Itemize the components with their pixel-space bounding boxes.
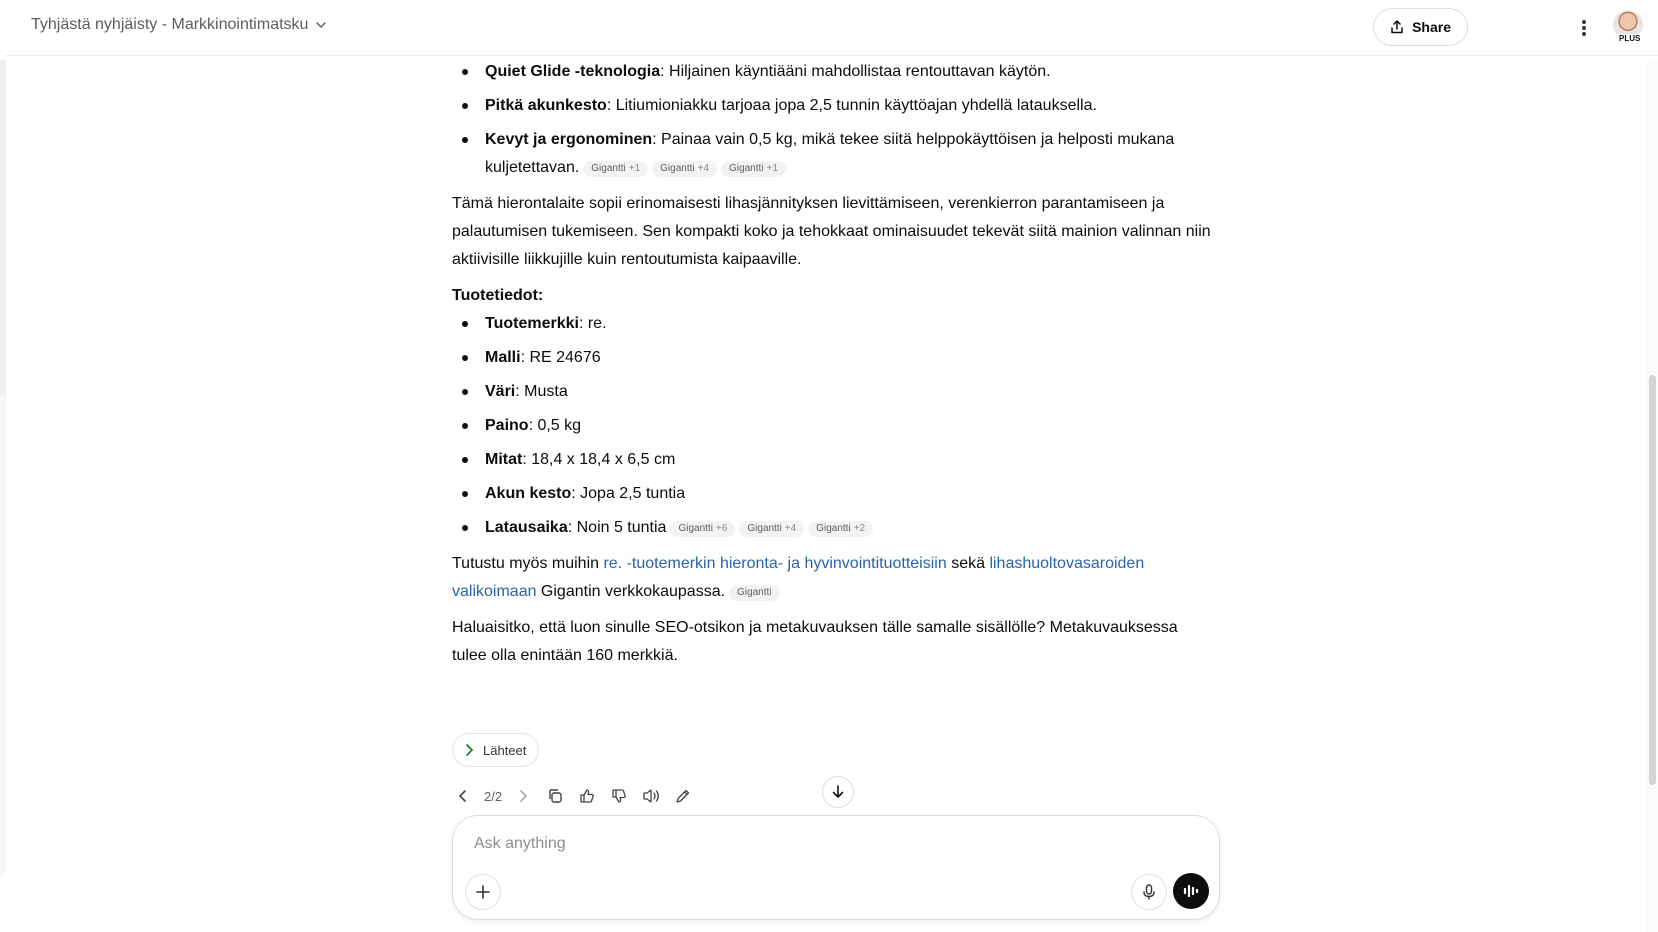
speaker-icon [642,788,660,804]
scroll-to-bottom-button[interactable] [822,776,854,808]
detail-value: : Jopa 2,5 tuntia [571,485,686,502]
detail-name: Väri [485,383,516,400]
list-item [452,480,1212,508]
chevron-right-icon [517,789,529,803]
thumbs-up-icon [579,788,595,804]
brand-products-link[interactable]: re. -tuotemerkin hieronta- ja hyvinvointituotteisiin [603,555,947,572]
arrow-down-icon [831,784,845,800]
details-list [452,310,1212,542]
next-response-button[interactable] [512,785,534,807]
plus-icon [476,885,490,899]
details-heading: Tuotetiedot: [452,287,544,304]
feature-name: Quiet Glide -teknologia [485,63,661,80]
voice-mode-button[interactable] [1173,873,1209,909]
citation-chip[interactable] [721,161,786,177]
citation-label: Gigantti [591,163,626,174]
citation-label: Gigantti [660,163,695,174]
citation-chip[interactable] [652,161,717,177]
more-options-button[interactable] [1572,14,1596,42]
edit-button[interactable] [672,785,694,807]
previous-response-button[interactable] [452,785,474,807]
detail-value: : Musta [515,383,568,400]
sidebar-rail [0,60,6,395]
edit-icon [675,788,691,804]
citation-count: +2 [853,523,866,534]
citation-label: Gigantti [816,523,851,534]
conversation-title: Tyhjästä nyhjäisty - Markkinointimatsku [31,16,309,33]
scrollbar[interactable] [1646,60,1658,932]
sources-button[interactable] [452,733,539,767]
sidebar-rail-lower [0,395,6,875]
dictate-button[interactable] [1131,874,1167,910]
citation-count: +1 [628,163,641,174]
list-item [452,514,1212,542]
prompt-input[interactable] [472,829,1176,859]
detail-name: Paino [485,417,529,434]
feature-text: : Litiumioniakku tarjoaa jopa 2,5 tunnin käyttöajan yhdellä latauksella. [606,97,1097,114]
mic-icon [1142,884,1156,900]
conversation-title-menu[interactable] [31,16,328,34]
list-item [452,126,1212,182]
detail-value: : RE 24676 [520,349,601,366]
description-paragraph: Tämä hierontalaite sopii erinomaisesti lihasjännityksen lievittämiseen, verenkierron parantamiseen ja palautumisen tukemiseen. Sen kompakti koko ja tehokkaat ominaisuudet tekevät siitä mainion valinnan niin aktiivisille liikkujille kuin rentoutumista kaipaaville. [452,195,1211,268]
citation-count: +1 [766,163,778,174]
thumbs-up-button[interactable] [576,785,598,807]
detail-value: : 18,4 x 18,4 x 6,5 cm [522,451,676,468]
detail-value: : re. [578,315,607,332]
explore-prefix: Tutustu myös muihin [452,555,604,572]
top-bar [6,0,1658,56]
share-icon [1390,20,1404,34]
message-actions [452,784,694,808]
sources-label: Lähteet [483,742,527,758]
explore-paragraph [452,550,1212,606]
explore-middle: sekä [946,555,990,572]
detail-name: Malli [485,349,521,366]
feature-text: : Painaa vain 0,5 kg, mikä tekee siitä helppokäyttöisen ja helposti mukana kuljetettavan. [485,131,1175,176]
share-button[interactable] [1373,8,1468,46]
massage-guns-link[interactable]: lihashuoltovasaroiden valikoimaan [452,555,1145,600]
chevron-right-icon [463,743,475,757]
user-avatar-button[interactable] [1610,10,1646,46]
list-item [452,310,1212,338]
assistant-message [452,58,1212,670]
response-pager: 2/2 [484,788,503,804]
detail-name: Tuotemerkki [485,315,579,332]
thumbs-down-icon [611,788,627,804]
copy-icon [547,788,563,804]
voice-mode-icon [1182,883,1200,899]
detail-value: : 0,5 kg [528,417,582,434]
citation-chip[interactable] [670,521,735,537]
feature-name: Pitkä akunkesto [485,97,607,114]
composer [452,815,1220,920]
feature-list [452,58,1212,182]
citation-count: +4 [697,163,710,174]
detail-name: Latausaika [485,519,568,536]
list-item [452,58,1212,86]
chevron-left-icon [457,789,469,803]
attach-button[interactable] [465,874,501,910]
list-item [452,378,1212,406]
feature-name: Kevyt ja ergonominen [485,131,653,148]
scrollbar-thumb[interactable] [1649,375,1656,785]
share-label: Share [1412,19,1451,35]
citation-count: +6 [715,523,728,534]
citation-chip[interactable] [583,161,648,177]
citation-chip[interactable] [808,521,873,537]
feature-text: : Hiljainen käyntiääni mahdollistaa rentouttavan käytön. [660,63,1051,80]
citation-label: Gigantti [747,523,782,534]
citation-label: Gigantti [678,523,713,534]
detail-name: Mitat [485,451,523,468]
read-aloud-button[interactable] [640,785,662,807]
followup-question: Haluaisitko, että luon sinulle SEO-otsikon ja metakuvauksen tälle samalle sisällölle? Metakuvauksessa tulee olla enintään 160 merkkiä. [452,619,1178,664]
citation-label: Gigantti [729,163,764,174]
detail-value: : Noin 5 tuntia [567,519,667,536]
copy-button[interactable] [544,785,566,807]
more-vertical-icon [1581,19,1587,37]
plan-badge: PLUS [1619,34,1641,43]
list-item [452,446,1212,474]
detail-name: Akun kesto [485,485,572,502]
list-item [452,92,1212,120]
thumbs-down-button[interactable] [608,785,630,807]
chevron-down-icon [314,18,328,32]
explore-suffix: Gigantin verkkokaupassa. [536,583,726,600]
citation-count: +4 [784,523,797,534]
citation-chip[interactable]: Gigantti [729,585,779,601]
citation-chip[interactable] [739,521,804,537]
list-item [452,344,1212,372]
list-item [452,412,1212,440]
